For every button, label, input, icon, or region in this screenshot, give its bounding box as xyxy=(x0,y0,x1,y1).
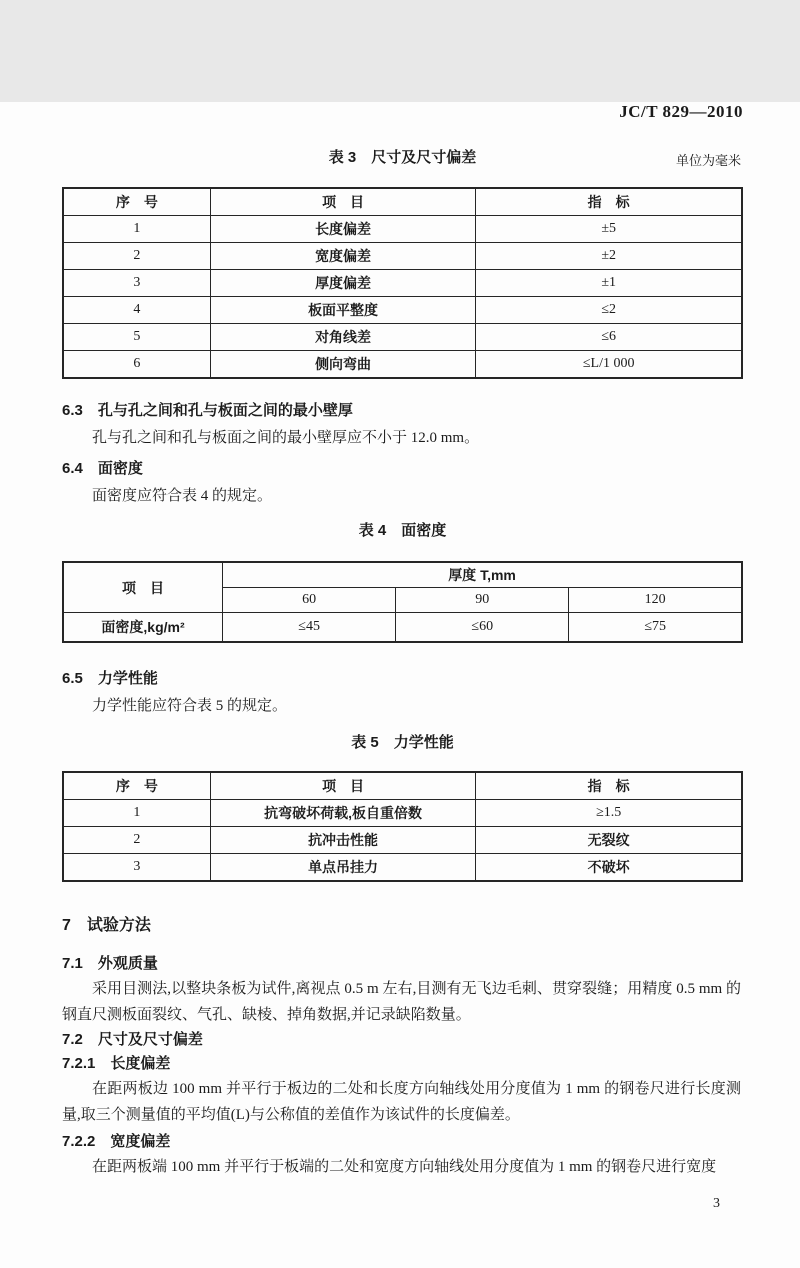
item-cell: 板面平整度 xyxy=(210,297,475,324)
section-heading-7-1: 7.1 外观质量 xyxy=(62,955,158,972)
document-page xyxy=(0,102,800,1268)
section-heading-7-2-1: 7.2.1 长度偏差 xyxy=(62,1055,171,1072)
table5-header-row xyxy=(63,772,742,800)
standard-code: JC/T 829—2010 xyxy=(619,102,743,121)
row-number-cell: 4 xyxy=(63,297,210,324)
section-body-7-2-1: 在距两板边 100 mm 并平行于板边的二处和长度方向轴线处用分度值为 1 mm 的钢卷尺进行长度测量,取三个测量值的平均值(L)与公称值的差值作为该试件的长度偏差。 xyxy=(62,1081,741,1123)
value-cell: ≤75 xyxy=(569,613,742,643)
page-content xyxy=(0,102,800,1180)
item-cell: 宽度偏差 xyxy=(210,243,475,270)
table-row xyxy=(63,270,742,297)
thickness-value-cell: 60 xyxy=(223,588,396,613)
value-cell: ≤L/1 000 xyxy=(476,351,742,379)
table4-item-header: 项 目 xyxy=(63,562,223,613)
section-body-7-2-2: 在距两板端 100 mm 并平行于板端的二处和宽度方向轴线处用分度值为 1 mm 的钢卷尺进行宽度 xyxy=(92,1159,717,1175)
item-cell: 侧向弯曲 xyxy=(210,351,475,379)
table3-header-index: 指 标 xyxy=(476,188,742,216)
table3-title: 表 3 尺寸及尺寸偏差 xyxy=(328,149,477,166)
value-cell: ≤2 xyxy=(476,297,742,324)
table3-header-no: 序 号 xyxy=(63,188,210,216)
item-cell: 对角线差 xyxy=(210,324,475,351)
table-row xyxy=(63,800,742,827)
table4-header-row-1 xyxy=(63,562,742,588)
value-cell: ≤45 xyxy=(223,613,396,643)
table4 xyxy=(62,561,743,643)
table4-thickness-header: 厚度 T,mm xyxy=(223,562,742,588)
row-number-cell: 3 xyxy=(63,270,210,297)
section-heading-7: 7 试验方法 xyxy=(62,917,151,934)
table5-header-no: 序 号 xyxy=(63,772,210,800)
row-number-cell: 2 xyxy=(63,243,210,270)
item-cell: 抗冲击性能 xyxy=(210,827,475,854)
value-cell: 无裂纹 xyxy=(476,827,742,854)
table-row xyxy=(63,827,742,854)
table5-header-index: 指 标 xyxy=(476,772,742,800)
table3-unit-note: 单位为毫米 xyxy=(675,153,741,168)
table-row xyxy=(63,216,742,243)
table-row xyxy=(63,613,742,643)
table4-title: 表 4 面密度 xyxy=(358,522,447,539)
section-body-6-4: 面密度应符合表 4 的规定。 xyxy=(92,488,273,504)
table-row xyxy=(63,324,742,351)
item-cell: 抗弯破坏荷载,板自重倍数 xyxy=(210,800,475,827)
value-cell: ≥1.5 xyxy=(476,800,742,827)
section-heading-6-3: 6.3 孔与孔之间和孔与板面之间的最小壁厚 xyxy=(62,402,353,419)
row-number-cell: 6 xyxy=(63,351,210,379)
page-number: 3 xyxy=(713,1196,720,1211)
section-body-7-1: 采用目测法,以整块条板为试件,离视点 0.5 m 左右,目测有无飞边毛刺、贯穿裂缝；用精度 0.5 mm 的钢直尺测板面裂纹、气孔、缺棱、掉角数据,并记录缺陷数量。 xyxy=(62,981,741,1023)
section-body-6-5: 力学性能应符合表 5 的规定。 xyxy=(92,698,288,714)
table-row xyxy=(63,243,742,270)
value-cell: ±5 xyxy=(476,216,742,243)
row-number-cell: 1 xyxy=(63,216,210,243)
value-cell: ±2 xyxy=(476,243,742,270)
row-number-cell: 3 xyxy=(63,854,210,882)
item-cell: 单点吊挂力 xyxy=(210,854,475,882)
row-number-cell: 5 xyxy=(63,324,210,351)
area-density-label: 面密度,kg/m² xyxy=(63,613,223,643)
value-cell: ≤60 xyxy=(396,613,569,643)
table5-title: 表 5 力学性能 xyxy=(351,734,454,751)
section-heading-7-2: 7.2 尺寸及尺寸偏差 xyxy=(62,1031,203,1048)
value-cell: ≤6 xyxy=(476,324,742,351)
section-heading-6-5: 6.5 力学性能 xyxy=(62,670,158,687)
thickness-value-cell: 120 xyxy=(569,588,742,613)
value-cell: ±1 xyxy=(476,270,742,297)
value-cell: 不破坏 xyxy=(476,854,742,882)
row-number-cell: 2 xyxy=(63,827,210,854)
table-row xyxy=(63,351,742,379)
table-row xyxy=(63,297,742,324)
row-number-cell: 1 xyxy=(63,800,210,827)
item-cell: 长度偏差 xyxy=(210,216,475,243)
table3-header-item: 项 目 xyxy=(210,188,475,216)
item-cell: 厚度偏差 xyxy=(210,270,475,297)
table5-header-item: 项 目 xyxy=(210,772,475,800)
table3 xyxy=(62,187,743,379)
table-row xyxy=(63,854,742,882)
section-heading-7-2-2: 7.2.2 宽度偏差 xyxy=(62,1133,171,1150)
table3-caption xyxy=(62,146,743,166)
table5-caption xyxy=(62,731,743,751)
section-body-6-3: 孔与孔之间和孔与板面之间的最小壁厚应不小于 12.0 mm。 xyxy=(92,430,480,446)
table4-caption xyxy=(62,519,743,539)
table5 xyxy=(62,771,743,882)
section-heading-6-4: 6.4 面密度 xyxy=(62,460,143,477)
thickness-value-cell: 90 xyxy=(396,588,569,613)
table3-header-row xyxy=(63,188,742,216)
